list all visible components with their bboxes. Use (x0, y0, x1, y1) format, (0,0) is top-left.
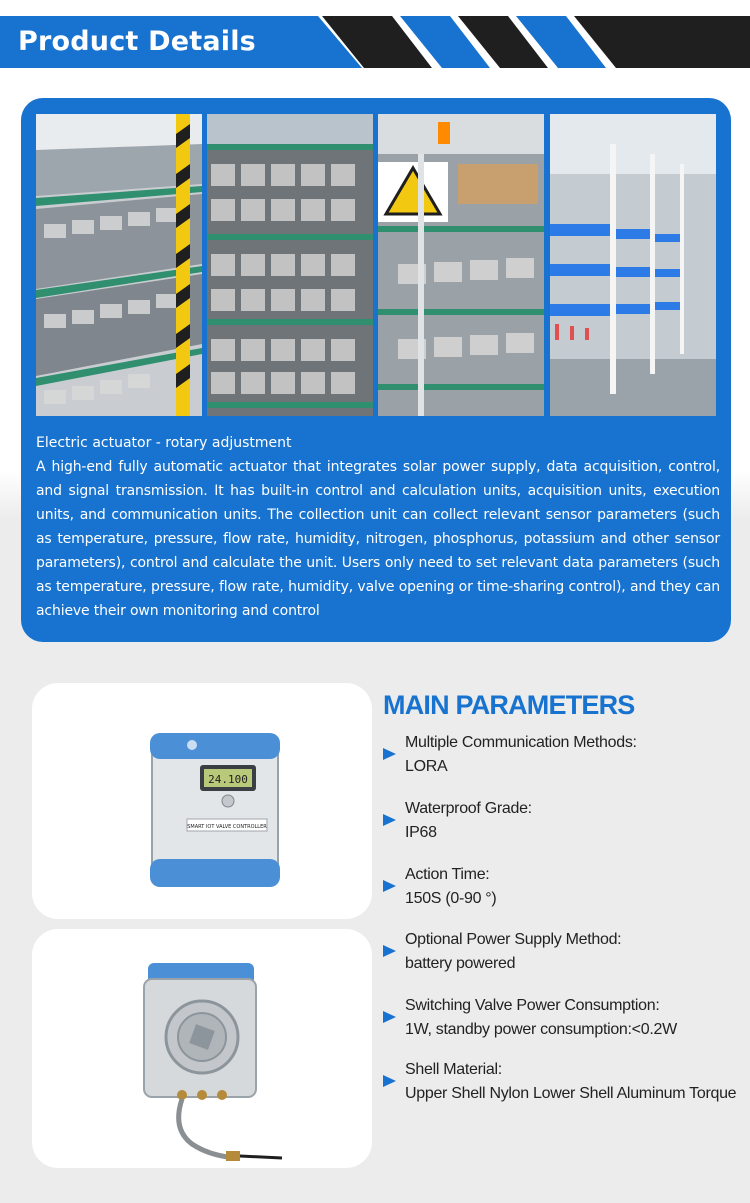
product-image-angled (32, 929, 372, 1168)
main-parameters-title: MAIN PARAMETERS (383, 690, 635, 720)
info-card (21, 98, 731, 642)
param-value: Upper Shell Nylon Lower Shell Aluminum Torque (405, 1085, 737, 1102)
info-subtitle: Electric actuator - rotary adjustment (36, 435, 292, 451)
param-shell-material (383, 1058, 748, 1106)
param-communication (383, 731, 748, 779)
triangle-bullet-icon (383, 1075, 396, 1087)
triangle-bullet-icon (383, 1011, 396, 1023)
param-label: Switching Valve Power Consumption: (405, 997, 660, 1014)
factory-photo-3 (378, 114, 544, 416)
factory-photo-1 (36, 114, 202, 416)
factory-photo-4 (550, 114, 716, 416)
param-value: 150S (0-90 °) (405, 890, 497, 907)
product-image-front (32, 683, 372, 919)
param-label: Action Time: (405, 866, 490, 883)
param-value: 1W, standby power consumption:<0.2W (405, 1021, 677, 1038)
triangle-bullet-icon (383, 814, 396, 826)
page-title: Product Details (18, 26, 256, 57)
param-power-supply (383, 928, 748, 976)
info-description: A high-end fully automatic actuator that integrates solar power supply, data acquisition, control, and signal transmission. It has built-in control and calculation units, acquisition units, execution units, and communication units. The collection unit can collect relevant sensor parameters (such as temperature, pressure, flow rate, humidity, nitrogen, phosphorus, potassium and other sensor parameters), control and calculate the unit. Users only need to set relevant data parameters (such as temperature, pressure, flow rate, humidity, valve opening or time-sharing control), and they can achieve their own monitoring and control (36, 459, 720, 619)
header-banner (0, 0, 750, 68)
device-label: SMART IOT VALVE CONTROLLER (187, 824, 267, 830)
triangle-bullet-icon (383, 880, 396, 892)
param-power-consumption (383, 994, 748, 1042)
param-action-time (383, 863, 748, 911)
param-value: IP68 (405, 824, 437, 841)
param-label: Multiple Communication Methods: (405, 734, 637, 751)
triangle-bullet-icon (383, 945, 396, 957)
factory-photo-2 (207, 114, 373, 416)
param-value: battery powered (405, 955, 516, 972)
triangle-bullet-icon (383, 748, 396, 760)
param-label: Waterproof Grade: (405, 800, 532, 817)
info-text (36, 431, 720, 623)
param-value: LORA (405, 758, 448, 775)
param-label: Shell Material: (405, 1061, 502, 1078)
param-label: Optional Power Supply Method: (405, 931, 622, 948)
param-waterproof (383, 797, 748, 845)
lcd-reading: 24.100 (208, 773, 248, 786)
